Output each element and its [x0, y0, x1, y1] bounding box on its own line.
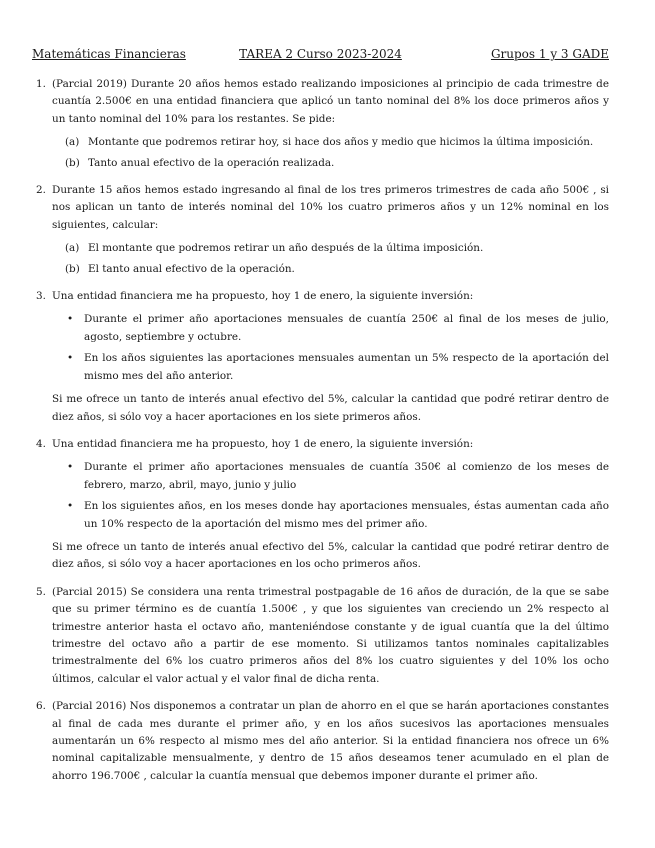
sub-question-label: (b): [65, 262, 80, 275]
problem-2: [32, 182, 609, 278]
problem-number: 4.: [36, 437, 46, 450]
problem-number: 5.: [36, 585, 46, 598]
bullet-text: Durante el primer año aportaciones mensuales de cuantía 250€ al final de los meses de julio, agosto, septiembre y octubre.: [84, 313, 609, 343]
problem-number: 3.: [36, 290, 46, 303]
problem-statement: Una entidad financiera me ha propuesto, hoy 1 de enero, la siguiente inversión:: [52, 437, 474, 450]
sub-question: [52, 261, 609, 278]
bullet-text: En los años siguientes las aportaciones mensuales aumentan un 5% respecto de la aportación del mismo mes del año anterior.: [84, 352, 609, 382]
sub-question-text: Montante que podremos retirar hoy, si hace dos años y medio que hicimos la última imposición.: [88, 136, 594, 149]
sub-question-label: (a): [65, 136, 80, 149]
sub-question: [52, 155, 609, 172]
bullet-text: Durante el primer año aportaciones mensuales de cuantía 350€ al comienzo de los meses de febrero, marzo, abril, mayo, junio y julio: [84, 461, 609, 491]
bullet-item: [52, 350, 609, 385]
bullet-text: En los siguientes años, en los meses donde hay aportaciones mensuales, éstas aumentan cada año un 10% respecto de la aportación del mismo mes del primer año.: [84, 500, 609, 530]
problem-4: [32, 436, 609, 574]
bullet-item: [52, 459, 609, 494]
problem-number: 2.: [36, 184, 46, 197]
sub-question: [52, 134, 609, 151]
problem-statement: (Parcial 2015) Se considera una renta trimestral postpagable de 16 años de duración, de la que se sabe que su primer término es de cuantía 1.500€ , y que los siguientes van creciendo un 2% respecto al trimestre anterior hasta el octavo año, manteniéndose constante y de igual cuantía que la del último trimestre del octavo año a partir de ese momento. Si utilizamos tantos nominales capitalizables trimestralmente del 6% los cuatro primeros años del 8% los cuatro siguientes y del 10% los ocho últimos, calcular el valor actual y el valor final de dicha renta.: [52, 585, 609, 685]
problem-number: 6.: [36, 700, 46, 713]
problem-statement: (Parcial 2019) Durante 20 años hemos estado realizando imposiciones al principio de cada trimestre de cuantía 2.500€ en una entidad financiera que aplicó un tanto nominal del 8% los doce primeros años y un tanto nominal del 10% para los restantes. Se pide:: [52, 78, 609, 125]
bullet-item: [52, 498, 609, 533]
problem-statement: (Parcial 2016) Nos disponemos a contratar un plan de ahorro en el que se harán aportaciones constantes al final de cada mes durante el primer año, y en los años sucesivos las aportaciones mensuales aumentarán un 6% respecto al mismo mes del año anterior. Si la entidad financiera nos ofrece un 6% nominal capitalizable mensualmente, y dentro de 15 años deseamos tener acumulado en el plan de ahorro 196.700€ , calcular la cuantía mensual que debemos imponer durante el primer año.: [52, 700, 609, 782]
bullet-marker-icon: •: [67, 500, 74, 513]
sub-question-text: El montante que podremos retirar un año después de la última imposición.: [88, 242, 484, 255]
sub-question: [52, 240, 609, 257]
sub-question-label: (a): [65, 242, 80, 255]
bullet-list: [52, 311, 609, 385]
sub-question-text: Tanto anual efectivo de la operación realizada.: [88, 156, 335, 169]
page-header: [32, 46, 609, 62]
bullet-marker-icon: •: [67, 352, 74, 365]
problem-question: Si me ofrece un tanto de interés anual efectivo del 5%, calcular la cantidad que podré retirar dentro de diez años, si sólo voy a hacer aportaciones en los siete primeros años.: [52, 393, 609, 423]
problem-1: [32, 76, 609, 172]
problem-list: [32, 76, 609, 795]
bullet-list: [52, 459, 609, 533]
sub-question-list: [52, 134, 609, 172]
sub-question-text: El tanto anual efectivo de la operación.: [88, 262, 295, 275]
header-title: TAREA 2 Curso 2023-2024: [239, 47, 402, 61]
problem-5: [32, 584, 609, 688]
bullet-item: [52, 311, 609, 346]
problem-3: [32, 288, 609, 426]
problem-6: [32, 698, 609, 785]
bullet-marker-icon: •: [67, 461, 74, 474]
problem-number: 1.: [36, 78, 46, 90]
problem-statement: Una entidad financiera me ha propuesto, hoy 1 de enero, la siguiente inversión:: [52, 290, 474, 303]
problem-statement: Durante 15 años hemos estado ingresando al final de los tres primeros trimestres de cada año 500€ , si nos aplican un tanto de interés nominal del 10% los cuatro primeros años y un 12% nominal en los siguientes, calcular:: [52, 184, 609, 231]
header-course: Matemáticas Financieras: [32, 47, 186, 61]
bullet-marker-icon: •: [67, 313, 74, 326]
problem-question: Si me ofrece un tanto de interés anual efectivo del 5%, calcular la cantidad que podré retirar dentro de diez años, si sólo voy a hacer aportaciones en los ocho primeros años.: [52, 540, 609, 571]
header-groups: Grupos 1 y 3 GADE: [490, 47, 609, 61]
sub-question-label: (b): [65, 156, 80, 169]
sub-question-list: [52, 240, 609, 278]
